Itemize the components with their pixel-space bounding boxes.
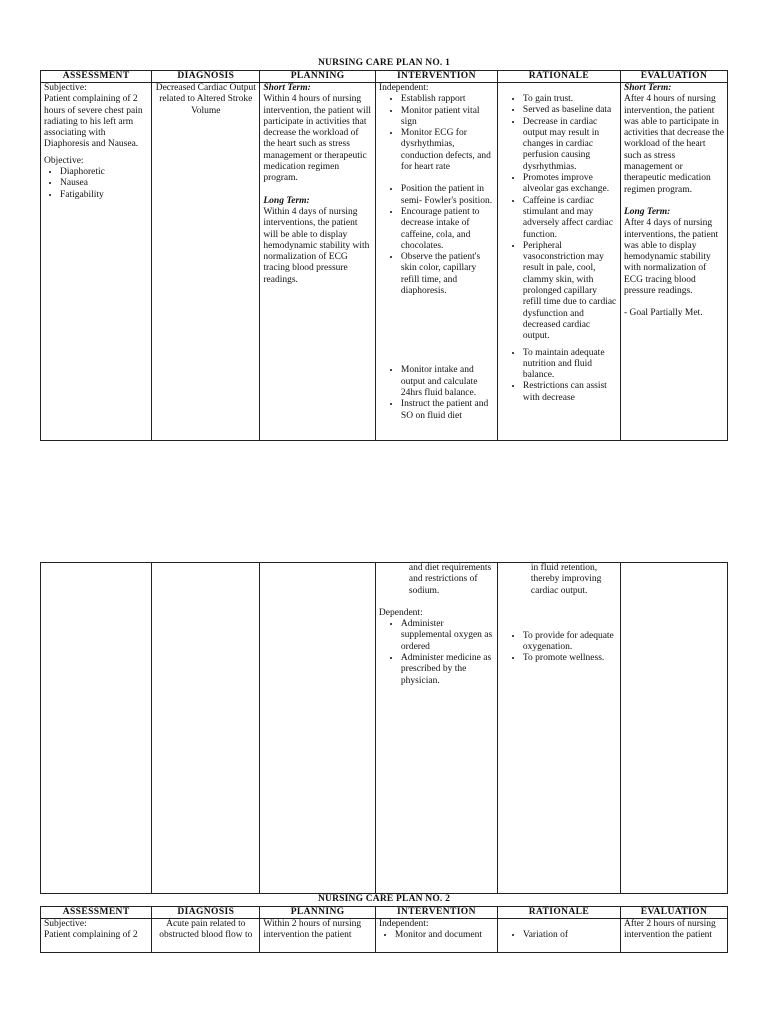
intervention-item: • Monitor ECG for dysrhythmias, conduction defects, and for heart rate (401, 128, 494, 173)
independent-label: Independent: (378, 919, 429, 929)
rationale-item: • To promote wellness. (523, 653, 617, 664)
header-evaluation: EVALUATION (620, 907, 727, 919)
care-plan-2-table (40, 906, 728, 953)
header-intervention: INTERVENTION (375, 71, 497, 83)
intervention-cell (375, 919, 497, 953)
eval-short-term-text: After 4 hours of nursing intervention, the patient was able to participate in activities that decrease the workload of the heart such as stress management or therapeutic medication regimen program. (623, 94, 724, 195)
evaluation-cell (620, 83, 727, 441)
rationale-item: • To provide for adequate oxygenation. (523, 631, 617, 654)
diagnosis-cell (152, 83, 260, 441)
header-rationale: RATIONALE (497, 907, 620, 919)
planning-text: Within 2 hours of nursing intervention the patient (263, 919, 362, 941)
header-planning: PLANNING (260, 71, 376, 83)
short-term-label: Short Term: (263, 83, 311, 93)
eval-long-term-label: Long Term: (623, 206, 671, 217)
header-rationale: RATIONALE (497, 71, 620, 83)
header-diagnosis: DIAGNOSIS (152, 71, 260, 83)
planning-cell-empty (260, 563, 376, 894)
rationale-list-b (501, 348, 617, 404)
assessment-cell (41, 919, 152, 953)
header-row (41, 907, 728, 919)
subjective-text: Patient complaining of 2 (44, 930, 138, 941)
rationale-list-a (501, 94, 617, 343)
rationale-item: • Promotes improve alveolar gas exchange. (523, 173, 617, 196)
dependent-item: • Administer medicine as prescribed by the physician. (401, 653, 494, 687)
evaluation-cell (620, 919, 727, 953)
objective-item: • Nausea (60, 178, 148, 189)
objective-item: • Fatigability (60, 190, 148, 201)
intervention-list (379, 930, 494, 941)
dependent-list (379, 619, 494, 687)
plan-2-title: NURSING CARE PLAN NO. 2 (317, 894, 451, 904)
rationale-item: • Served as baseline data (523, 105, 617, 116)
header-planning: PLANNING (260, 907, 376, 919)
care-plan-1-continued-table (40, 562, 728, 894)
long-term-text: Within 4 days of nursing interventions, the patient will be able to display hemodynamic stability with normalization of ECG tracing blood pressure readings. (263, 206, 370, 285)
subjective-label: Subjective: (44, 919, 87, 929)
rationale-item: • Restrictions can assist with decrease (523, 381, 617, 404)
planning-cell (260, 919, 376, 953)
rationale-item: • Variation of (523, 930, 617, 941)
rationale-dependent-list (501, 631, 617, 665)
header-evaluation: EVALUATION (620, 71, 727, 83)
diagnosis-cell-empty (152, 563, 260, 894)
goal-status: - Goal Partially Met. (623, 308, 703, 319)
care-plan-1-table (40, 70, 728, 441)
rationale-cell (497, 919, 620, 953)
objective-list (44, 167, 148, 201)
intervention-item: • Observe the patient's skin color, capillary refill time, and diaphoresis. (401, 252, 494, 297)
rationale-list (501, 930, 617, 941)
planning-cell (260, 83, 376, 441)
eval-short-term-label: Short Term: (623, 83, 672, 93)
continued-body-row (41, 563, 728, 894)
evaluation-text: After 2 hours of nursing intervention the patient (623, 919, 716, 941)
intervention-item: • Position the patient in semi- Fowler's position. (401, 184, 494, 207)
intervention-item: • Instruct the patient and SO on fluid diet (401, 399, 494, 422)
plan-1-title: NURSING CARE PLAN NO. 1 (317, 58, 451, 68)
assessment-cell-empty (41, 563, 152, 894)
intervention-list-c (379, 365, 494, 421)
eval-long-term-text: After 4 days of nursing interventions, the patient was able to display hemodynamic stability with normalization of ECG tracing blood pressure readings. (623, 218, 719, 297)
intervention-cell (375, 83, 497, 441)
subjective-text: Patient complaining of 2 hours of severe chest pain radiating to his left arm associating with Diaphoresis and Nausea. (44, 94, 143, 150)
header-assessment: ASSESSMENT (41, 71, 152, 83)
intervention-cell-continued (375, 563, 497, 894)
subjective-label: Subjective: (44, 83, 87, 93)
diagnosis-cell (152, 919, 260, 953)
objective-label: Objective: (44, 155, 84, 166)
header-assessment: ASSESSMENT (41, 907, 152, 919)
assessment-cell (41, 83, 152, 441)
intervention-list-a (379, 94, 494, 173)
intervention-item: • Establish rapport (401, 94, 494, 105)
objective-item: • Diaphoretic (60, 167, 148, 178)
evaluation-cell-empty (620, 563, 727, 894)
intervention-list-b (379, 184, 494, 297)
intervention-continued-text: and diet requirements and restrictions of sodium. (408, 563, 492, 596)
independent-label: Independent: (378, 83, 429, 93)
header-intervention: INTERVENTION (375, 907, 497, 919)
diagnosis-text: Acute pain related to obstructed blood flow to (159, 919, 253, 941)
rationale-item: • To gain trust. (523, 94, 617, 105)
intervention-item: • Monitor and document (395, 930, 494, 941)
dependent-label: Dependent: (378, 607, 423, 618)
rationale-item: • Peripheral vasoconstriction may result in pale, cool, clammy skin, with prolonged capillary refill time due to cardiac dysfunction and decreased cardiac output. (523, 241, 617, 343)
plan-2-body-row (41, 919, 728, 953)
rationale-continued-text: in fluid retention, thereby improving cardiac output. (530, 563, 602, 596)
short-term-text: Within 4 hours of nursing intervention, the patient will participate in activities that decrease the workload of the heart such as stress management or therapeutic medication regimen program. (263, 94, 371, 184)
intervention-item: • Monitor intake and output and calculate 24hrs fluid balance. (401, 365, 494, 399)
rationale-item: • Decrease in cardiac output may result in changes in cardiac perfusion causing dysrhythmias. (523, 117, 617, 173)
header-row (41, 71, 728, 83)
intervention-item: • Encourage patient to decrease intake of caffeine, cola, and chocolates. (401, 207, 494, 252)
rationale-cell-continued (497, 563, 620, 894)
rationale-item: • Caffeine is cardiac stimulant and may adversely affect cardiac function. (523, 196, 617, 241)
long-term-label: Long Term: (263, 195, 310, 206)
header-diagnosis: DIAGNOSIS (152, 907, 260, 919)
rationale-item: • To maintain adequate nutrition and fluid balance. (523, 348, 617, 382)
intervention-item: • Monitor patient vital sign (401, 106, 494, 129)
plan-1-body-row (41, 83, 728, 441)
diagnosis-text: Decreased Cardiac Output related to Altered Stroke Volume (155, 83, 256, 116)
rationale-cell (497, 83, 620, 441)
dependent-item: • Administer supplemental oxygen as ordered (401, 619, 494, 653)
